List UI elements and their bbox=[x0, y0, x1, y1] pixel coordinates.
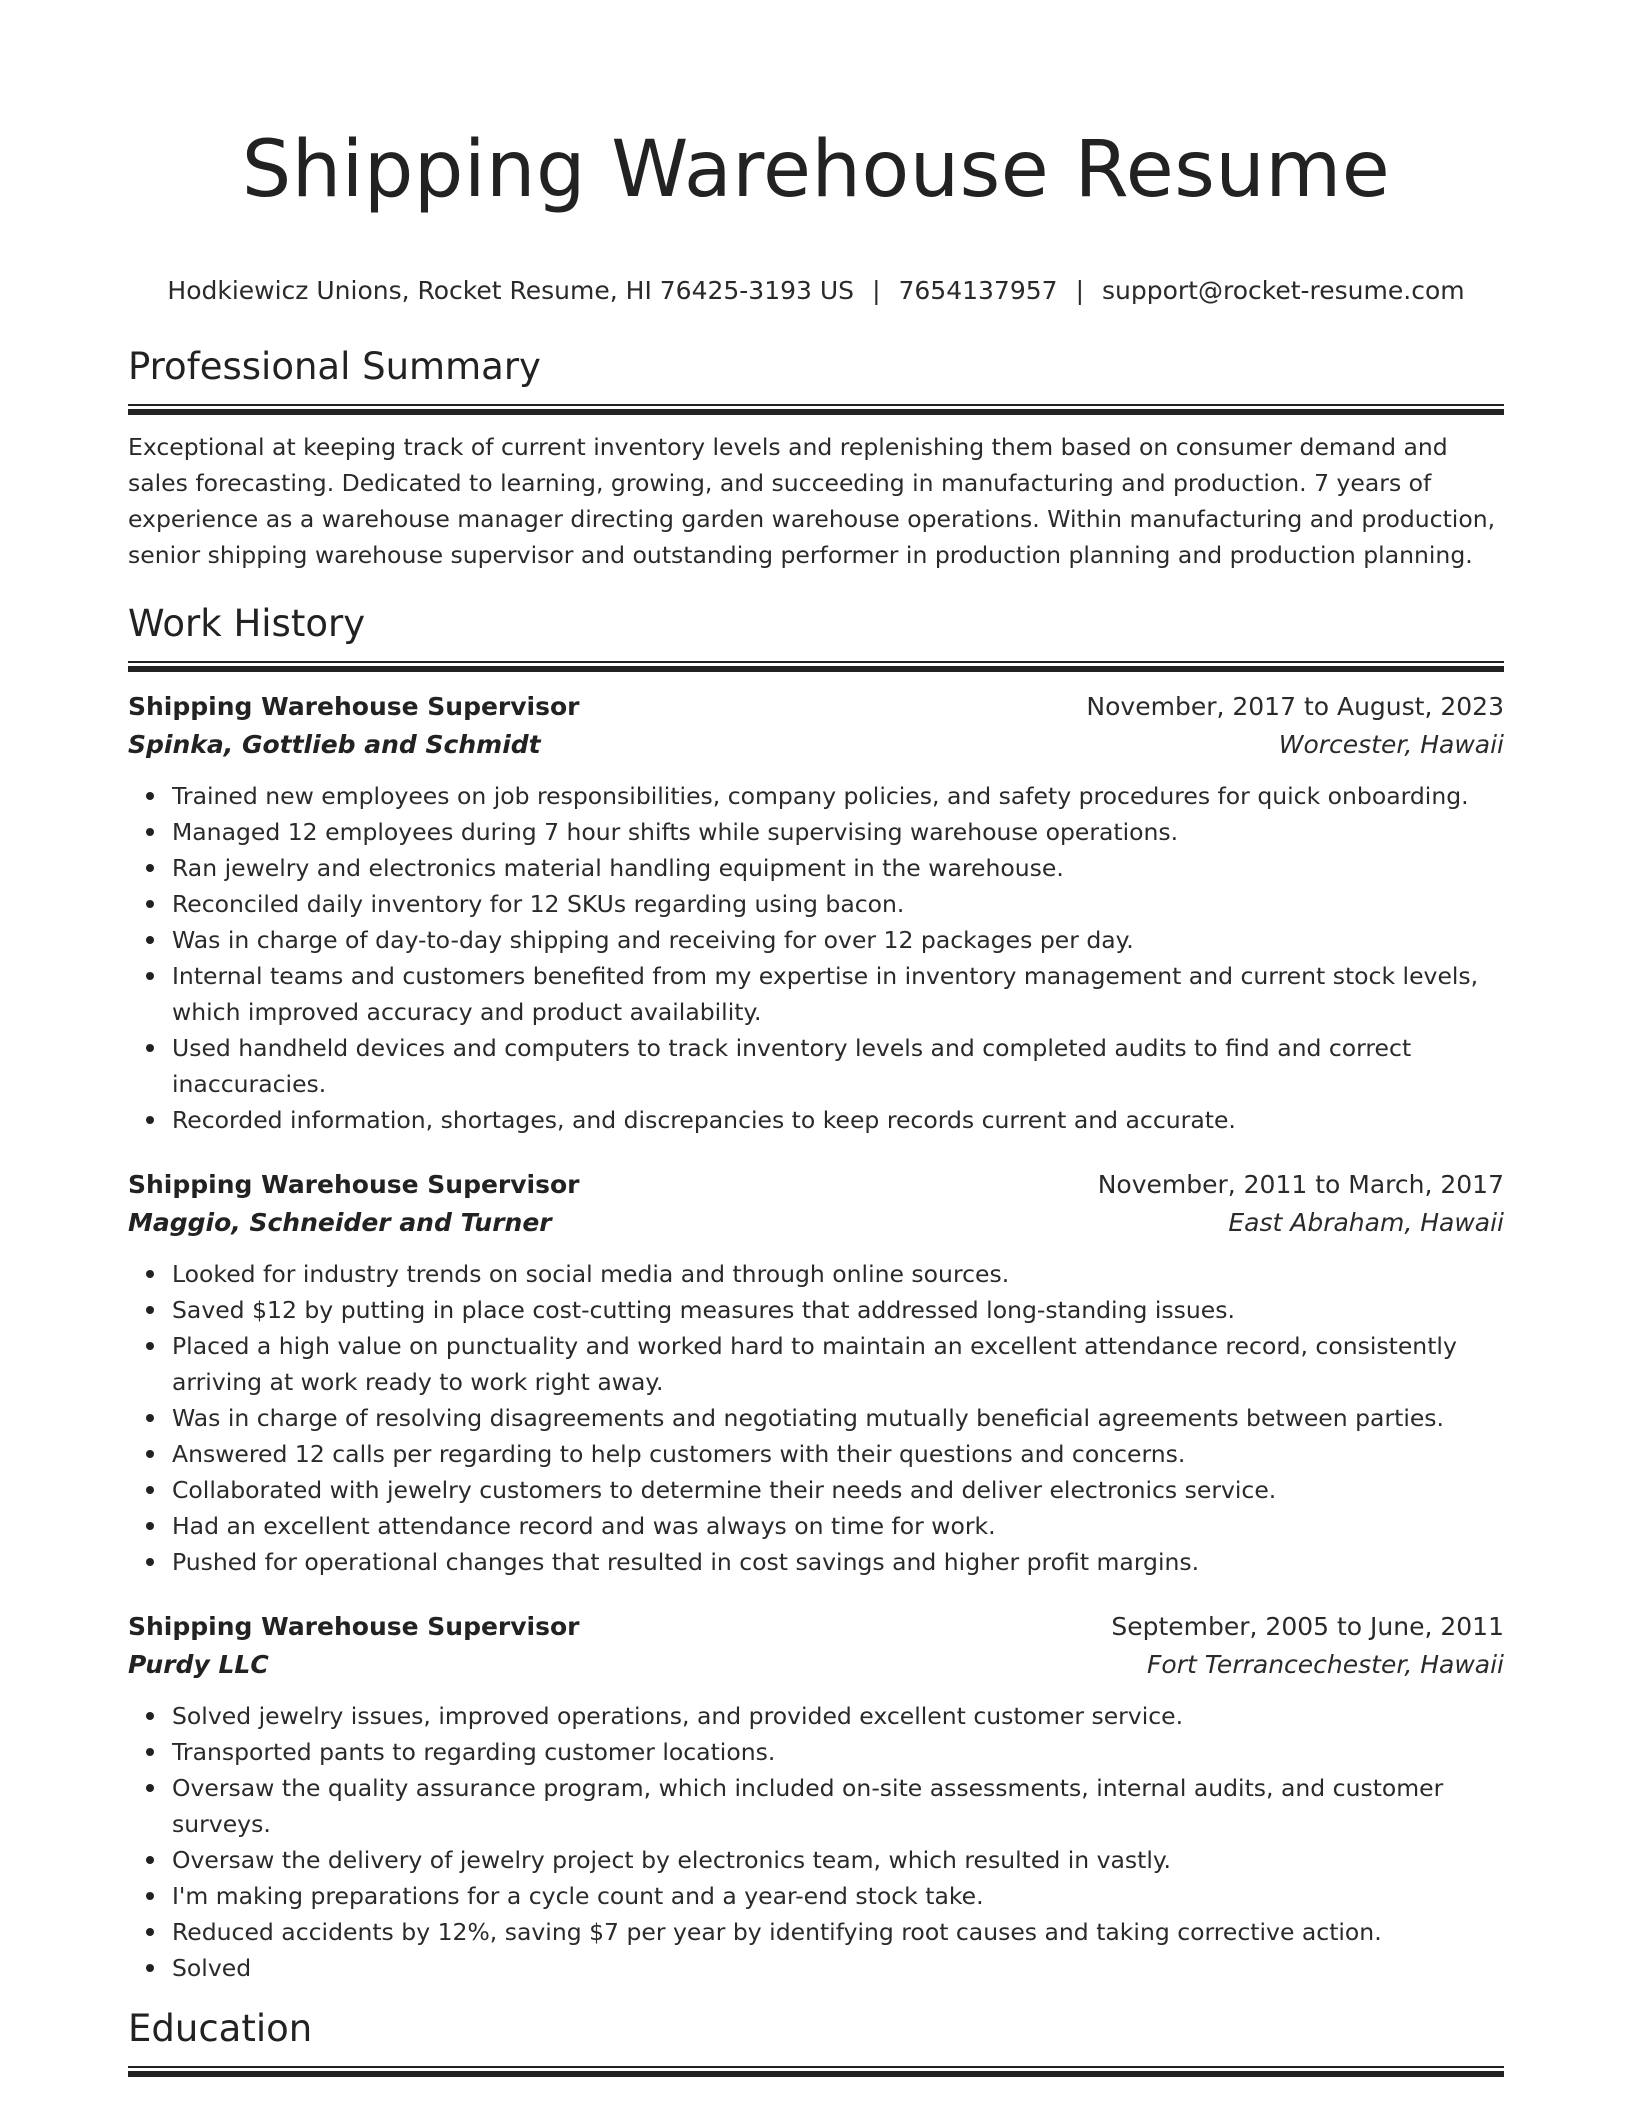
job-header-row bbox=[128, 1166, 1504, 1204]
job-company: Spinka, Gottlieb and Schmidt bbox=[128, 730, 541, 760]
summary-text: Exceptional at keeping track of current inventory levels and replenishing them based on consumer demand and sales forecasting. Dedicated to learning, growing, and succeeding in manufacturing and production. 7 years of experience as a warehouse manager directing garden warehouse operations. Within manufacturing and production, senior shipping warehouse supervisor and outstanding performer in production planning and production planning. bbox=[128, 433, 1496, 570]
job-bullet: Oversaw the quality assurance program, which included on-site assessments, internal audits, and customer surveys. bbox=[172, 1770, 1504, 1842]
job-dates: November, 2011 to March, 2017 bbox=[1097, 1170, 1504, 1200]
job-bullet: Had an excellent attendance record and was always on time for work. bbox=[172, 1508, 1504, 1544]
job-bullet: Ran jewelry and electronics material handling equipment in the warehouse. bbox=[172, 850, 1504, 886]
job-bullet: Transported pants to regarding customer locations. bbox=[172, 1734, 1504, 1770]
job-bullet: Answered 12 calls per regarding to help customers with their questions and concerns. bbox=[172, 1436, 1504, 1472]
job-company-row bbox=[128, 1646, 1504, 1684]
resume-title: Shipping Warehouse Resume bbox=[241, 125, 1391, 215]
contact-email: support@rocket-resume.com bbox=[1102, 276, 1465, 306]
job-header-row bbox=[128, 1608, 1504, 1646]
job-bullet: Used handheld devices and computers to track inventory levels and completed audits to find and correct inaccuracies. bbox=[172, 1030, 1504, 1102]
job-bullet: Oversaw the delivery of jewelry project by electronics team, which resulted in vastly. bbox=[172, 1842, 1504, 1878]
job-entry bbox=[128, 1166, 1504, 1580]
job-location: Worcester, Hawaii bbox=[1278, 730, 1504, 760]
job-bullets bbox=[128, 778, 1504, 1138]
job-title: Shipping Warehouse Supervisor bbox=[128, 1612, 580, 1642]
job-bullet: Was in charge of resolving disagreements and negotiating mutually beneficial agreements between parties. bbox=[172, 1400, 1504, 1436]
job-bullet: Internal teams and customers benefited from my expertise in inventory management and current stock levels, which improved accuracy and product availability. bbox=[172, 958, 1504, 1030]
job-bullet: Was in charge of day-to-day shipping and receiving for over 12 packages per day. bbox=[172, 922, 1504, 958]
job-bullets bbox=[128, 1698, 1504, 1986]
job-bullets bbox=[128, 1256, 1504, 1580]
job-bullet: Solved bbox=[172, 1950, 1504, 1986]
job-entry bbox=[128, 688, 1504, 1138]
job-bullet: I'm making preparations for a cycle count and a year-end stock take. bbox=[172, 1878, 1504, 1914]
job-entry bbox=[128, 1608, 1504, 1986]
job-company-row bbox=[128, 726, 1504, 764]
contact-line bbox=[128, 274, 1504, 308]
job-company: Maggio, Schneider and Turner bbox=[128, 1208, 552, 1238]
job-title: Shipping Warehouse Supervisor bbox=[128, 1170, 580, 1200]
section-heading-education: Education bbox=[128, 2007, 313, 2051]
job-dates: November, 2017 to August, 2023 bbox=[1086, 692, 1504, 722]
section-heading-summary: Professional Summary bbox=[128, 345, 541, 389]
job-bullet: Pushed for operational changes that resulted in cost savings and higher profit margins. bbox=[172, 1544, 1504, 1580]
work-history-section bbox=[128, 599, 1504, 1986]
section-divider bbox=[128, 2066, 1504, 2077]
job-bullet: Solved jewelry issues, improved operations, and provided excellent customer service. bbox=[172, 1698, 1504, 1734]
job-bullet: Reconciled daily inventory for 12 SKUs regarding using bacon. bbox=[172, 886, 1504, 922]
job-dates: September, 2005 to June, 2011 bbox=[1111, 1612, 1504, 1642]
job-bullet: Placed a high value on punctuality and worked hard to maintain an excellent attendance record, consistently arriving at work ready to work right away. bbox=[172, 1328, 1504, 1400]
section-divider bbox=[128, 661, 1504, 672]
job-company: Purdy LLC bbox=[128, 1650, 269, 1680]
job-title: Shipping Warehouse Supervisor bbox=[128, 692, 580, 722]
job-location: East Abraham, Hawaii bbox=[1228, 1208, 1504, 1238]
job-bullet: Collaborated with jewelry customers to determine their needs and deliver electronics service. bbox=[172, 1472, 1504, 1508]
job-location: Fort Terrancechester, Hawaii bbox=[1147, 1650, 1504, 1680]
contact-address: Hodkiewicz Unions, Rocket Resume, HI 76425-3193 US bbox=[167, 276, 855, 306]
section-heading-work-history: Work History bbox=[128, 602, 366, 646]
education-section bbox=[128, 2004, 1504, 2077]
summary-section bbox=[128, 342, 1504, 573]
job-company-row bbox=[128, 1204, 1504, 1242]
contact-phone: 7654137957 bbox=[898, 276, 1058, 306]
contact-separator: | bbox=[1075, 276, 1084, 306]
section-divider bbox=[128, 404, 1504, 415]
job-bullet: Saved $12 by putting in place cost-cutting measures that addressed long-standing issues. bbox=[172, 1292, 1504, 1328]
job-header-row bbox=[128, 688, 1504, 726]
job-bullet: Recorded information, shortages, and discrepancies to keep records current and accurate. bbox=[172, 1102, 1504, 1138]
job-bullet: Reduced accidents by 12%, saving $7 per year by identifying root causes and taking corrective action. bbox=[172, 1914, 1504, 1950]
contact-separator: | bbox=[872, 276, 881, 306]
job-bullet: Trained new employees on job responsibilities, company policies, and safety procedures for quick onboarding. bbox=[172, 778, 1504, 814]
job-bullet: Managed 12 employees during 7 hour shifts while supervising warehouse operations. bbox=[172, 814, 1504, 850]
resume-page bbox=[128, 0, 1504, 2077]
job-bullet: Looked for industry trends on social media and through online sources. bbox=[172, 1256, 1504, 1292]
